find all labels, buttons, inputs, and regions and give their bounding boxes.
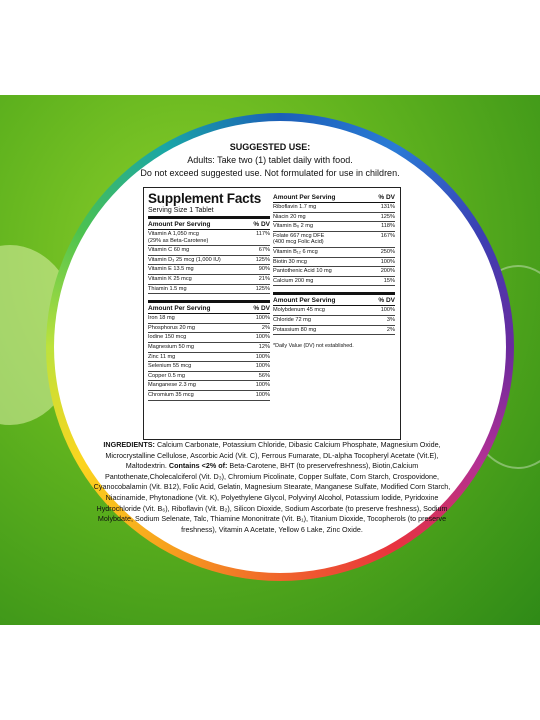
nutrient-name: Biotin 30 mcg <box>273 258 307 265</box>
dv-header-label: % DV <box>378 297 395 305</box>
nutrient-dv: 90% <box>258 266 270 273</box>
nutrient-row <box>148 362 270 372</box>
nutrient-row <box>148 381 270 391</box>
nutrient-name: Vitamin B₁₂ 6 mcg <box>273 248 318 255</box>
nutrient-row <box>273 306 395 316</box>
nutrient-row <box>148 353 270 363</box>
nutrient-dv: 100% <box>380 258 395 265</box>
nutrient-dv: 21% <box>258 275 270 282</box>
nutrient-row <box>148 246 270 256</box>
nutrient-row <box>148 265 270 275</box>
nutrient-name: Thiamin 1.5 mg <box>148 285 187 292</box>
amount-header <box>148 303 270 314</box>
nutrient-dv: 167% <box>380 232 395 239</box>
suggested-use-title: SUGGESTED USE: <box>229 142 311 152</box>
minerals-list <box>148 314 270 400</box>
nutrient-name: Zinc 11 mg <box>148 353 176 360</box>
nutrient-name: Iron 18 mg <box>148 315 175 322</box>
nutrient-row <box>273 267 395 277</box>
amount-header <box>273 192 395 203</box>
nutrient-name: Phosphorus 20 mg <box>148 324 195 331</box>
nutrient-name: Vitamin D₃ 25 mcg (1,000 IU) <box>148 256 221 263</box>
nutrient-row <box>273 316 395 326</box>
vitamins-list <box>148 230 270 294</box>
amount-header <box>273 295 395 306</box>
nutrient-name: Iodine 150 mcg <box>148 334 187 341</box>
nutrient-row <box>273 258 395 268</box>
nutrient-name: Potassium 80 mg <box>273 326 317 333</box>
nutrient-dv: 118% <box>381 223 395 230</box>
nutrient-row <box>148 230 270 246</box>
nutrient-row <box>148 391 270 401</box>
nutrient-row <box>273 232 395 248</box>
supplement-facts-panel <box>143 187 401 440</box>
nutrient-name: Vitamin B₆ 2 mg <box>273 223 314 230</box>
amount-header <box>148 219 270 230</box>
nutrient-name: Riboflavin 1.7 mg <box>273 204 317 210</box>
nutrient-dv: 100% <box>255 363 270 370</box>
ingredients-main: Calcium Carbonate, Potassium Chloride, Dibasic Calcium Phosphate, Magnesium Oxide, Microcrystalline Cellulose, Ascorbic Acid (Vit. C), Ferrous Fumarate, DL-alpha Tocopheryl Acetate (Vit.E), Maltodextrin. <box>105 440 441 471</box>
nutrient-row <box>148 372 270 382</box>
nutrient-name: Chloride 72 mg <box>273 316 311 323</box>
nutrient-row <box>273 277 395 287</box>
b-vitamins-list <box>273 203 395 286</box>
suggested-use-line-1: Adults: Take two (1) tablet daily with food. <box>187 155 353 165</box>
nutrient-name: Folate 667 mcg DFE (400 mcg Folic Acid) <box>273 232 325 246</box>
dv-header-label: % DV <box>253 221 270 228</box>
electrolytes-list <box>273 306 395 335</box>
nutrient-dv: 131% <box>380 204 395 210</box>
nutrient-row <box>148 275 270 285</box>
facts-left-column <box>148 192 270 401</box>
nutrient-name: Molybdenum 45 mcg <box>273 307 325 314</box>
nutrient-row <box>148 256 270 266</box>
nutrient-row <box>148 333 270 343</box>
nutrient-name: Manganese 2.3 mg <box>148 382 196 389</box>
nutrient-dv: 117% <box>256 231 270 237</box>
nutrient-row <box>273 248 395 258</box>
dv-header-label: % DV <box>253 305 270 313</box>
nutrient-dv: 3% <box>386 316 395 323</box>
nutrient-name: Pantothenic Acid 10 mg <box>273 268 332 275</box>
nutrient-name: Selenium 55 mcg <box>148 363 192 370</box>
amount-header-label: Amount Per Serving <box>148 221 211 228</box>
ingredients-label: INGREDIENTS: <box>103 440 155 449</box>
facts-title: Supplement Facts <box>148 191 262 206</box>
nutrient-dv: 56% <box>258 372 270 379</box>
nutrient-dv: 15% <box>383 277 395 284</box>
contains-label: Contains <2% of: <box>168 461 228 471</box>
nutrient-dv: 125% <box>380 213 395 220</box>
amount-header-label: Amount Per Serving <box>273 297 336 305</box>
nutrient-dv: 125% <box>255 285 270 292</box>
nutrient-dv: 200% <box>380 268 395 275</box>
ingredients-text <box>86 440 458 535</box>
nutrient-row <box>148 343 270 353</box>
nutrient-row <box>273 213 395 223</box>
nutrient-dv: 100% <box>255 353 270 360</box>
nutrient-name: Copper 0.5 mg <box>148 372 186 379</box>
nutrient-dv: 100% <box>255 391 270 398</box>
nutrient-name: Niacin 20 mg <box>273 213 306 220</box>
amount-header-label: Amount Per Serving <box>148 305 211 313</box>
nutrient-dv: 2% <box>261 324 270 331</box>
nutrient-name: Vitamin A 1,050 mcg (29% as Beta-Carotene) <box>148 231 209 244</box>
nutrient-dv: 125% <box>255 256 270 263</box>
nutrient-row <box>273 203 395 213</box>
nutrient-name: Calcium 200 mg <box>273 277 314 284</box>
nutrient-name: Vitamin K 25 mcg <box>148 275 192 282</box>
dv-footnote: *Daily Value (DV) not established. <box>273 343 354 350</box>
nutrient-row <box>148 285 270 295</box>
serving-size: Serving Size 1 Tablet <box>148 206 270 219</box>
amount-header-label: Amount Per Serving <box>273 194 336 201</box>
nutrient-name: Chromium 35 mcg <box>148 391 194 398</box>
nutrient-name: Vitamin E 13.5 mg <box>148 266 194 273</box>
nutrient-dv: 100% <box>255 382 270 389</box>
suggested-use-line-2: Do not exceed suggested use. Not formulated for use in children. <box>140 168 400 178</box>
nutrient-dv: 67% <box>258 247 270 254</box>
nutrient-row <box>273 326 395 336</box>
nutrient-dv: 250% <box>380 248 395 255</box>
nutrient-dv: 12% <box>258 343 270 350</box>
nutrient-dv: 100% <box>380 307 395 314</box>
nutrient-dv: 2% <box>386 326 395 333</box>
dv-header-label: % DV <box>378 194 395 201</box>
facts-right-column <box>273 192 395 350</box>
nutrient-name: Magnesium 50 mg <box>148 343 195 350</box>
nutrient-row <box>148 314 270 324</box>
nutrient-row <box>273 222 395 232</box>
nutrient-row <box>148 324 270 334</box>
nutrient-name: Vitamin C 60 mg <box>148 247 190 254</box>
ingredients-minor: Beta-Carotene, BHT (to preservefreshness), Biotin,Calcium Pantothenate,Cholecalciferol (Vit. D₃), Chromium Picolinate, Copper Sulfate, Corn Starch, Crospovidone, Cyanocobalamin (Vit. B12), Folic Acid, Gelatin, Magnesium Stearate, Manganese Sulfate, Modified Corn Starch, Niacinamide, Phytonadione (Vit. K), Polyethylene Glycol, Polyvinyl Alcohol, Potassium Iodide, Pyridoxine Hydrochloride (Vit. B₆), Riboflavin (Vit. B₂), Silicon Dioxide, Sodium Ascorbate (to preserve freshness), Sodium Molybdate, Sodium Selenate, Talc, Thiamine Mononitrate (Vit. B₁), Titanium Dioxide, Tocopherols (to preserve freshness), Vitamin A Acetate, Yellow 6 Lake, Zinc Oxide. <box>93 461 451 534</box>
nutrient-dv: 100% <box>255 334 270 341</box>
nutrient-dv: 100% <box>255 315 270 322</box>
